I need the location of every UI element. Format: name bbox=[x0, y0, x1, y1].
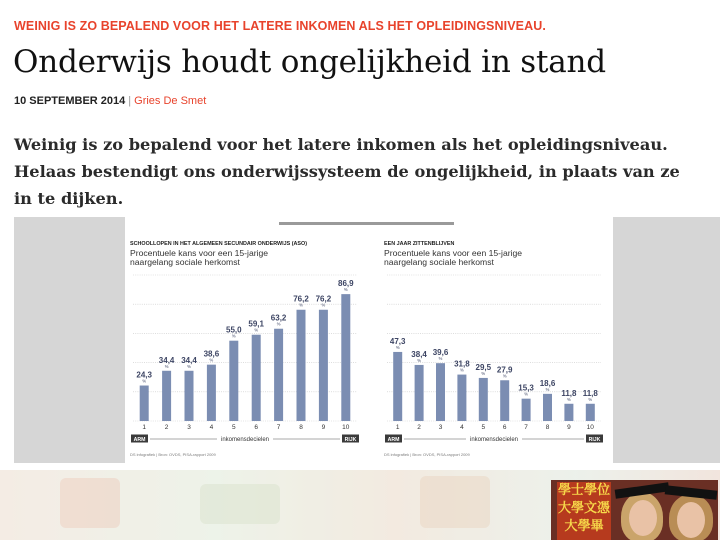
author-link[interactable]: Gries De Smet bbox=[134, 95, 207, 107]
chart-bar bbox=[162, 371, 171, 421]
chart-bar bbox=[319, 310, 328, 421]
chart-svg bbox=[125, 225, 369, 463]
data-label: 59,1 bbox=[248, 319, 264, 329]
data-label-unit: % bbox=[142, 378, 147, 384]
x-tick-label: 4 bbox=[209, 424, 214, 431]
x-tick-label: 5 bbox=[481, 424, 486, 431]
data-label-unit: % bbox=[460, 367, 464, 373]
chart-bar bbox=[479, 378, 488, 421]
data-label: 29,5 bbox=[475, 362, 492, 372]
graduates-photo bbox=[551, 480, 718, 540]
chart-bar bbox=[457, 375, 466, 421]
x-tick-label: 8 bbox=[299, 424, 303, 431]
data-label: 24,3 bbox=[136, 370, 152, 380]
right-gray-panel bbox=[613, 217, 720, 463]
chart-bar bbox=[252, 335, 261, 421]
data-label-unit: % bbox=[187, 363, 191, 369]
chart-bar bbox=[274, 329, 283, 421]
data-label-unit: % bbox=[231, 333, 236, 339]
article-headline: Onderwijs houdt ongelijkheid in stand bbox=[13, 44, 606, 80]
x-tick-label: 5 bbox=[231, 424, 236, 431]
chart-bar bbox=[185, 371, 194, 421]
chart-bar bbox=[393, 352, 402, 421]
chart-zittenblijven bbox=[379, 225, 613, 463]
data-label: 38,4 bbox=[411, 349, 427, 359]
data-label-unit: % bbox=[164, 363, 169, 369]
chart-bar bbox=[229, 341, 238, 421]
data-label: 76,2 bbox=[315, 294, 332, 304]
chart-bar bbox=[543, 394, 552, 421]
chart-bar bbox=[297, 310, 306, 421]
data-label-unit: % bbox=[343, 287, 348, 293]
photo-figure bbox=[629, 500, 657, 536]
chart-subtitle: naargelang sociale herkomst bbox=[130, 257, 240, 267]
article-lead: Weinig is zo bepalend voor het latere inkomen als het opleidingsniveau. Helaas bestendigt ons onderwijssysteem de ongelijkheid, in plaats van ze in te dijken. bbox=[14, 135, 680, 208]
infographic-image bbox=[125, 225, 613, 463]
data-label: 18,6 bbox=[539, 378, 556, 388]
data-label: 34,4 bbox=[158, 355, 175, 365]
data-label-unit: % bbox=[254, 327, 259, 333]
arm-label: ARM bbox=[133, 436, 146, 443]
data-label-unit: % bbox=[395, 344, 400, 350]
chart-bar bbox=[415, 365, 424, 421]
chart-bar bbox=[522, 399, 531, 421]
data-label: 63,2 bbox=[270, 313, 287, 323]
x-tick-label: 1 bbox=[395, 424, 400, 431]
x-tick-label: 9 bbox=[321, 424, 326, 431]
x-tick-label: 4 bbox=[460, 424, 464, 431]
data-label: 76,2 bbox=[293, 294, 309, 304]
x-tick-label: 7 bbox=[524, 424, 528, 431]
chart-title: EEN JAAR ZITTENBLIJVEN bbox=[384, 241, 455, 247]
chart-source: DS infografiek | Bron: OVDS, PISA-rapport 2009 bbox=[384, 452, 470, 457]
data-label-unit: % bbox=[481, 370, 486, 376]
x-tick-label: 10 bbox=[342, 424, 350, 431]
chart-bar bbox=[436, 363, 445, 421]
byline-separator: | bbox=[128, 95, 132, 107]
data-label: 34,4 bbox=[181, 355, 197, 365]
data-label-unit: % bbox=[545, 386, 550, 392]
photo-sign: 學士學位 大學文憑 大學畢 bbox=[557, 482, 611, 540]
x-tick-label: 1 bbox=[142, 424, 147, 431]
x-tick-label: 2 bbox=[417, 424, 421, 431]
data-label: 27,9 bbox=[496, 365, 513, 375]
data-label-unit: % bbox=[299, 302, 303, 308]
chart-subtitle: naargelang sociale herkomst bbox=[384, 257, 494, 267]
data-label: 11,8 bbox=[561, 388, 577, 398]
chart-bar bbox=[500, 380, 509, 421]
rijk-label: RIJK bbox=[344, 436, 357, 443]
illustration-shape bbox=[200, 484, 280, 524]
x-tick-label: 3 bbox=[187, 424, 191, 431]
data-label-unit: % bbox=[417, 357, 421, 363]
chart-bar bbox=[586, 404, 595, 421]
data-label: 11,8 bbox=[582, 388, 598, 398]
chart-bar bbox=[564, 404, 573, 421]
chart-bar bbox=[207, 365, 216, 421]
chart-bar bbox=[140, 386, 149, 421]
data-label-unit: % bbox=[524, 391, 528, 397]
chart-aso bbox=[125, 225, 369, 463]
illustration-shape bbox=[60, 478, 120, 528]
data-label-unit: % bbox=[502, 373, 507, 379]
data-label-unit: % bbox=[321, 302, 326, 308]
x-tick-label: 2 bbox=[164, 424, 169, 431]
x-tick-label: 8 bbox=[545, 424, 550, 431]
x-tick-label: 10 bbox=[586, 424, 594, 431]
x-axis-label: inkomensdecielen bbox=[469, 437, 519, 443]
data-label: 47,3 bbox=[389, 336, 406, 346]
chart-subtitle: Procentuele kans voor een 15-jarige bbox=[384, 248, 523, 258]
left-gray-panel bbox=[14, 217, 125, 463]
byline bbox=[14, 95, 206, 107]
chart-subtitle: Procentuele kans voor een 15-jarige bbox=[130, 248, 269, 258]
x-axis-label: inkomensdecielen bbox=[220, 437, 270, 443]
publish-date: 10 SEPTEMBER 2014 bbox=[14, 95, 126, 107]
chart-bar bbox=[341, 294, 350, 421]
arm-label: ARM bbox=[387, 436, 400, 443]
data-label-unit: % bbox=[438, 356, 443, 362]
article-kicker: WEINIG IS ZO BEPALEND VOOR HET LATERE INKOMEN ALS HET OPLEIDINGSNIVEAU. bbox=[14, 19, 546, 33]
data-label: 38,6 bbox=[203, 349, 220, 359]
x-tick-label: 7 bbox=[276, 424, 281, 431]
illustration-shape bbox=[420, 476, 490, 528]
x-tick-label: 9 bbox=[567, 424, 571, 431]
chart-source: DS infografiek | Bron: OVDS, PISA-rapport 2009 bbox=[130, 452, 216, 457]
chart-svg bbox=[379, 225, 613, 463]
x-tick-label: 6 bbox=[254, 424, 259, 431]
data-label-unit: % bbox=[588, 396, 593, 402]
chart-title: SCHOOLLOPEN IN HET ALGEMEEN SECUNDAIR ONDERWIJS (ASO) bbox=[130, 241, 308, 247]
photo-figure bbox=[677, 502, 705, 538]
data-label: 86,9 bbox=[338, 279, 354, 289]
data-label-unit: % bbox=[209, 357, 214, 363]
data-label-unit: % bbox=[567, 396, 571, 402]
x-tick-label: 6 bbox=[502, 424, 507, 431]
rijk-label: RIJK bbox=[588, 436, 601, 443]
data-label-unit: % bbox=[276, 321, 281, 327]
data-label: 31,8 bbox=[454, 359, 470, 369]
data-label: 55,0 bbox=[226, 325, 242, 335]
data-label: 15,3 bbox=[518, 383, 534, 393]
x-tick-label: 3 bbox=[438, 424, 443, 431]
data-label: 39,6 bbox=[432, 348, 449, 358]
